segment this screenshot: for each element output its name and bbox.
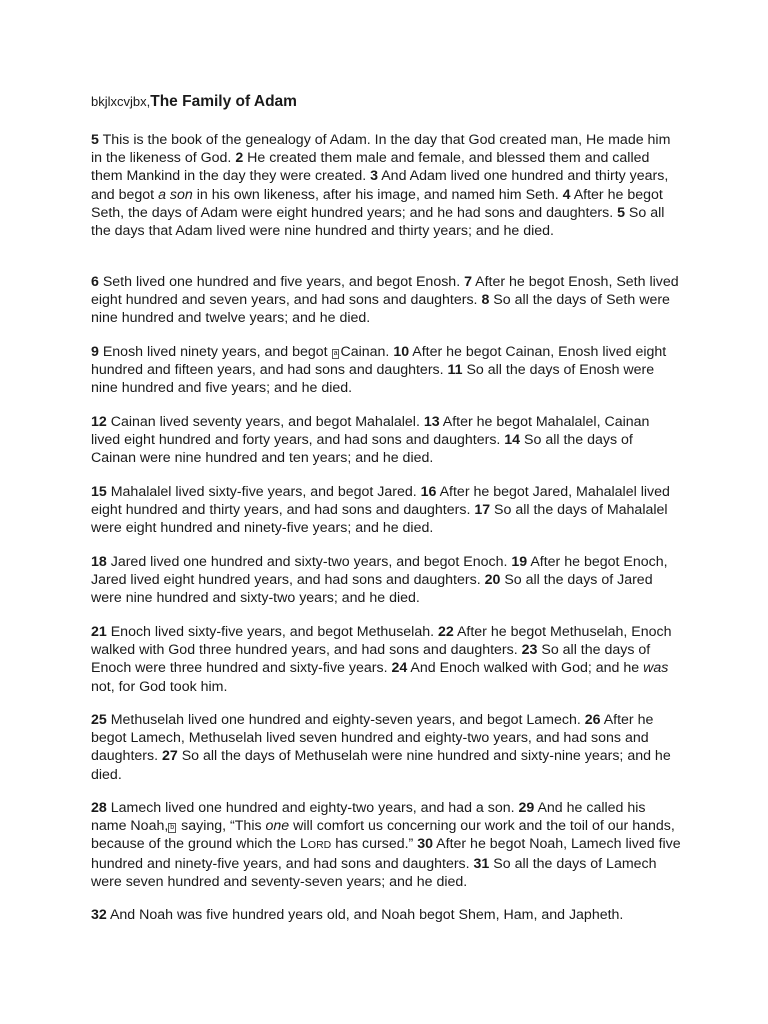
verse-text: Seth lived one hundred and five years, and begot Enosh. xyxy=(98,274,465,290)
verse-text: Enosh lived ninety years, and begot xyxy=(98,344,332,360)
paragraph-verses-21-24 xyxy=(91,623,681,696)
verse-text: And he called his name Noah, xyxy=(91,800,646,835)
verse-text: So all the days of Enoch were three hundred and sixty-five years. xyxy=(91,642,651,677)
verse-number: 11 xyxy=(447,362,463,379)
verse-number: 8 xyxy=(481,292,490,309)
paragraph-verses-12-14 xyxy=(91,413,681,468)
verse-text: After he begot Methuselah, Enoch walked with God three hundred years, and had sons and daughters. xyxy=(91,624,672,659)
verse-text: So all the days of Mahalalel were eight hundred and ninety-five years; and he died. xyxy=(91,502,668,537)
verse-number: 5 xyxy=(617,204,625,221)
verse-text: So all the days of Enosh were nine hundred and five years; and he died. xyxy=(91,362,655,397)
verse-text: Cainan. xyxy=(340,344,394,360)
page-title: The Family of Adam xyxy=(150,93,297,110)
verse-text: not, for God took him. xyxy=(91,678,228,695)
verse-number: 21 xyxy=(91,624,107,640)
verse-text: This is the book of the genealogy of Adam. In the day that God created man, He made him in the likeness of God. xyxy=(91,132,671,167)
verse-text: After he begot Noah, Lamech lived five hundred and ninety-five years, and had sons and daughters. xyxy=(91,836,681,872)
verse-number: 32 xyxy=(91,907,107,923)
heading-prefix: bkjlxcvjbx, xyxy=(91,94,151,109)
verse-italic: a son xyxy=(158,186,193,203)
verse-number: 15 xyxy=(91,484,107,500)
paragraph-verses-18-20 xyxy=(91,553,681,608)
verse-text: Cainan lived seventy years, and begot Mahalalel. xyxy=(106,414,424,430)
verse-italic: one xyxy=(265,818,290,835)
verse-number: 25 xyxy=(91,712,107,728)
verse-text: After he begot Cainan, Enosh lived eight hundred and fifteen years, and had sons and daughters. xyxy=(91,344,667,379)
verse-number: 22 xyxy=(438,624,454,640)
verse-number: 4 xyxy=(562,186,571,203)
small-caps-text: ORD xyxy=(307,839,332,852)
verse-number: 28 xyxy=(91,800,107,816)
verse-text: And Enoch walked with God; and he xyxy=(407,660,644,677)
verse-text: After he begot Mahalalel, Cainan lived eight hundred and forty years, and had sons and daughters. xyxy=(91,414,650,449)
verse-text: So all the days of Seth were nine hundred and twelve years; and he died. xyxy=(91,292,670,327)
paragraph-verses-25-27 xyxy=(91,711,681,784)
verse-text: Mahalalel lived sixty-five years, and begot Jared. xyxy=(106,484,421,500)
verse-text: After he begot Jared, Mahalalel lived eight hundred and thirty years, and had sons and daughters. xyxy=(91,484,670,519)
verse-text: has cursed.” xyxy=(331,836,418,853)
verse-number: 16 xyxy=(420,484,437,500)
verse-number: 6 xyxy=(91,274,99,290)
footnote-marker[interactable]: b xyxy=(170,824,175,832)
verse-number: 23 xyxy=(521,642,538,659)
verse-number: 17 xyxy=(474,502,491,519)
verse-number: 30 xyxy=(417,836,433,853)
verse-number: 20 xyxy=(484,572,501,589)
paragraph-verses-5-5 xyxy=(91,131,681,240)
verse-number: 31 xyxy=(473,855,490,872)
verse-text: Lamech lived one hundred and eighty-two years, and had a son. xyxy=(106,800,519,816)
verse-text: in his own likeness, after his image, and named him Seth. xyxy=(192,186,563,203)
verse-number: 10 xyxy=(393,344,410,360)
verse-number: 26 xyxy=(584,712,601,728)
verse-text: So all the days of Jared were nine hundred and sixty-two years; and he died. xyxy=(91,572,653,607)
paragraph-verses-6-8 xyxy=(91,273,681,328)
verse-number: 5 xyxy=(91,132,99,148)
verse-number: 27 xyxy=(162,748,178,765)
verse-number: 29 xyxy=(518,800,535,816)
verse-text: Jared lived one hundred and sixty-two years, and begot Enoch. xyxy=(106,554,512,570)
paragraph-verse-32 xyxy=(91,906,681,924)
verse-number: 9 xyxy=(91,344,99,360)
verse-number: 18 xyxy=(91,554,107,570)
verse-text: After he begot Lamech, Methuselah lived seven hundred and eighty-two years, and had sons and daughters. xyxy=(91,712,654,765)
verse-text: So all the days of Cainan were nine hundred and ten years; and he died. xyxy=(91,432,633,467)
verse-text: will comfort us concerning our work and the toil of our hands, because of the ground which the L xyxy=(91,818,675,853)
paragraph-verses-15-17 xyxy=(91,483,681,538)
verse-text: And Adam lived one hundred and thirty years, and begot xyxy=(91,168,669,203)
verse-text: So all the days of Lamech were seven hundred and seventy-seven years; and he died. xyxy=(91,855,657,890)
verse-text: And Noah was five hundred years old, and Noah begot Shem, Ham, and Japheth. xyxy=(106,907,624,923)
verse-number: 13 xyxy=(423,414,440,430)
verse-number: 7 xyxy=(464,274,472,290)
verse-text: After he begot Seth, the days of Adam were eight hundred years; and he had sons and daughters. xyxy=(91,186,663,221)
verse-italic: was xyxy=(643,660,669,677)
verse-number: 19 xyxy=(511,554,528,570)
verse-text: Methuselah lived one hundred and eighty-seven years, and begot Lamech. xyxy=(106,712,585,728)
paragraph-verses-28-31 xyxy=(91,799,681,891)
verse-text: He created them male and female, and blessed them and called them Mankind in the day they were created. xyxy=(91,150,650,185)
verse-number: 12 xyxy=(91,414,107,430)
verse-text: After he begot Enosh, Seth lived eight hundred and seven years, and had sons and daughters. xyxy=(91,274,679,309)
heading xyxy=(91,93,297,111)
verse-number: 24 xyxy=(391,660,408,677)
verse-number: 2 xyxy=(235,150,244,167)
paragraph-verses-9-11 xyxy=(91,343,681,398)
footnote-marker[interactable]: a xyxy=(333,350,338,357)
verse-text: Enoch lived sixty-five years, and begot Methuselah. xyxy=(106,624,438,640)
verse-text: After he begot Enoch, Jared lived eight hundred years, and had sons and daughters. xyxy=(91,554,668,589)
verse-number: 3 xyxy=(370,168,379,185)
verse-text: So all the days that Adam lived were nine hundred and thirty years; and he died. xyxy=(91,204,665,240)
verse-number: 14 xyxy=(504,432,521,449)
verse-text: So all the days of Methuselah were nine hundred and sixty-nine years; and he died. xyxy=(91,748,671,783)
verse-text: saying, “This xyxy=(177,818,266,835)
